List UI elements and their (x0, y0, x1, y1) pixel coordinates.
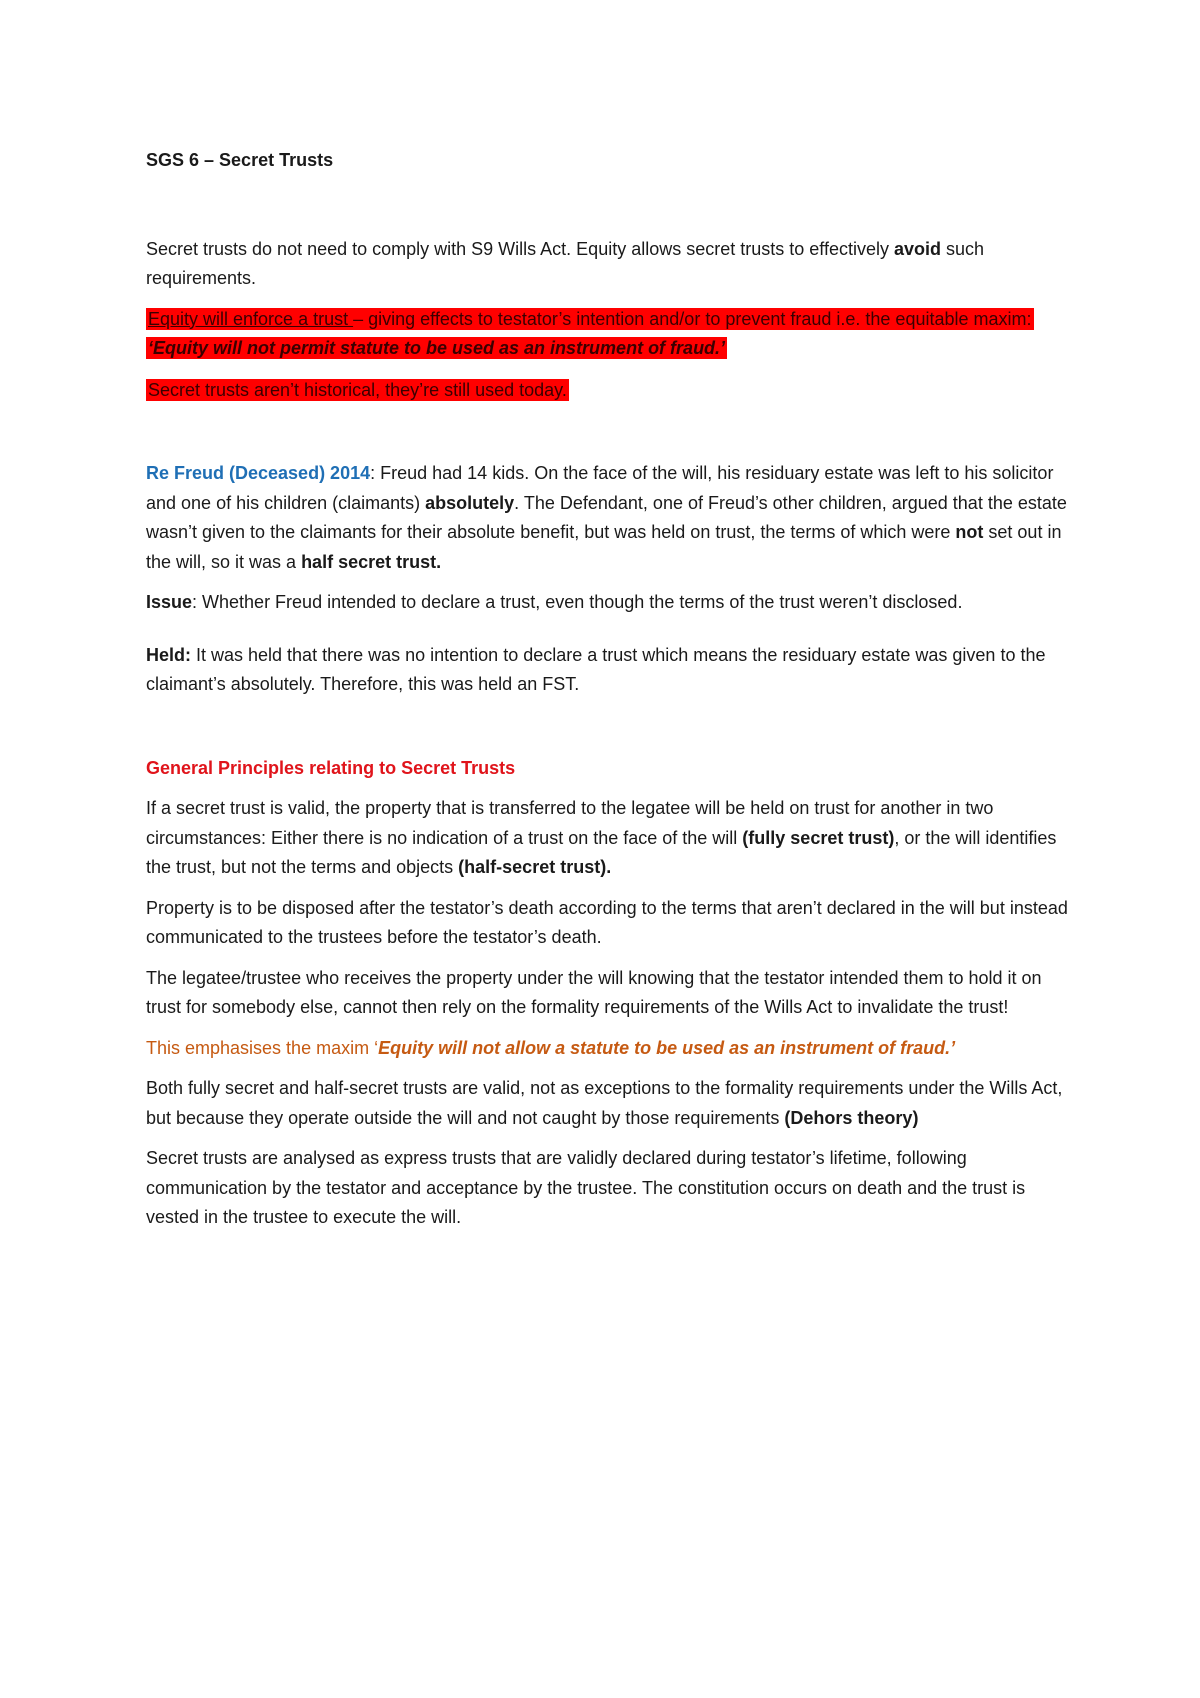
issue-text: : Whether Freud intended to declare a trust, even though the terms of the trust weren’t disclosed. (192, 592, 963, 612)
principles-paragraph-4 (146, 1034, 1070, 1064)
highlight-historical: Secret trusts aren’t historical, they’re still used today. (148, 379, 567, 400)
principles-paragraph-1 (146, 794, 1070, 883)
principles-p4-maxim: Equity will not allow a statute to be used as an instrument of fraud.’ (378, 1037, 956, 1058)
intro-bold-avoid: avoid (893, 238, 941, 259)
freud-bold-absolutely: absolutely (425, 492, 515, 513)
principles-p1-a: If a secret trust is valid, the property that is transferred to the legatee will be held on trust for another in two circumstances: Either there is no indication of a trust on the face of the will (146, 798, 994, 848)
case-name-freud: Re Freud (Deceased) 2014 (146, 463, 371, 483)
principles-paragraph-6: Secret trusts are analysed as express trusts that are validly declared during testator’s lifetime, following communication by the testator and acceptance by the trustee. The constitution occurs on death and the trust is vested in the trustee to execute the will. (146, 1148, 1026, 1227)
freud-paragraph (146, 459, 1070, 577)
principles-p1-half-secret: (half-secret trust). (458, 857, 612, 877)
highlight-equity (146, 308, 1034, 360)
highlight-maxim: ‘Equity will not permit statute to be used as an instrument of fraud.’ (148, 338, 726, 358)
freud-bold-not: not (955, 522, 984, 542)
intro-paragraph (146, 235, 1070, 294)
highlight-text: – giving effects to testator’s intention and/or to prevent fraud i.e. the equitable maxim: (353, 308, 1032, 329)
highlight-equity-paragraph (146, 305, 1070, 364)
principles-p5-a: Both fully secret and half-secret trusts are valid, not as exceptions to the formality requirements under the Wills Act, but because they operate outside the will and not caught by those requirements (146, 1078, 1063, 1128)
held-text: It was held that there was no intention to declare a trust which means the residuary estate was given to the claimant’s absolutely. Therefore, this was held an FST. (146, 644, 1046, 694)
principles-p1-c: , or the will identifies the trust, but not the terms and objects (146, 827, 1057, 877)
freud-bold-half-secret: half secret trust. (301, 551, 442, 572)
intro-text: Secret trusts do not need to comply with S9 Wills Act. Equity allows secret trusts to effectively (146, 238, 894, 259)
highlight-underlined: Equity will enforce a trust (148, 308, 354, 329)
principles-paragraph-3: The legatee/trustee who receives the property under the will knowing that the testator intended them to hold it on trust for somebody else, cannot then rely on the formality requirements of the Wills Act to invalidate the trust! (146, 967, 1042, 1017)
highlight-historical-paragraph (146, 376, 1070, 406)
held-label: Held: (146, 644, 191, 665)
freud-text-a: : Freud had 14 kids. On the face of the will, his residuary estate was left to his solicitor and one of his children (claimants) (146, 463, 1054, 513)
principles-paragraph-2: Property is to be disposed after the testator’s death according to the terms that aren’t declared in the will but instead communicated to the trustees before the testator’s death. (146, 897, 1068, 947)
issue-label: Issue (146, 592, 193, 612)
intro-text-end: such requirements. (146, 238, 985, 288)
freud-text-c: . The Defendant, one of Freud’s other children, argued that the estate wasn’t given to the claimants for their absolute benefit, but was held on trust, the terms of which were (146, 492, 1067, 542)
principles-paragraph-5 (146, 1074, 1070, 1133)
issue-paragraph (146, 588, 1070, 618)
principles-p4-a: This emphasises the maxim ‘ (146, 1037, 379, 1058)
freud-text-e: set out in the will, so it was a (146, 522, 1062, 572)
principles-heading: General Principles relating to Secret Trusts (146, 757, 516, 778)
principles-p5-dehors: (Dehors theory) (784, 1107, 919, 1128)
document-title: SGS 6 – Secret Trusts (146, 150, 334, 170)
principles-p1-fully-secret: (fully secret trust) (742, 827, 895, 848)
held-paragraph (146, 641, 1070, 700)
